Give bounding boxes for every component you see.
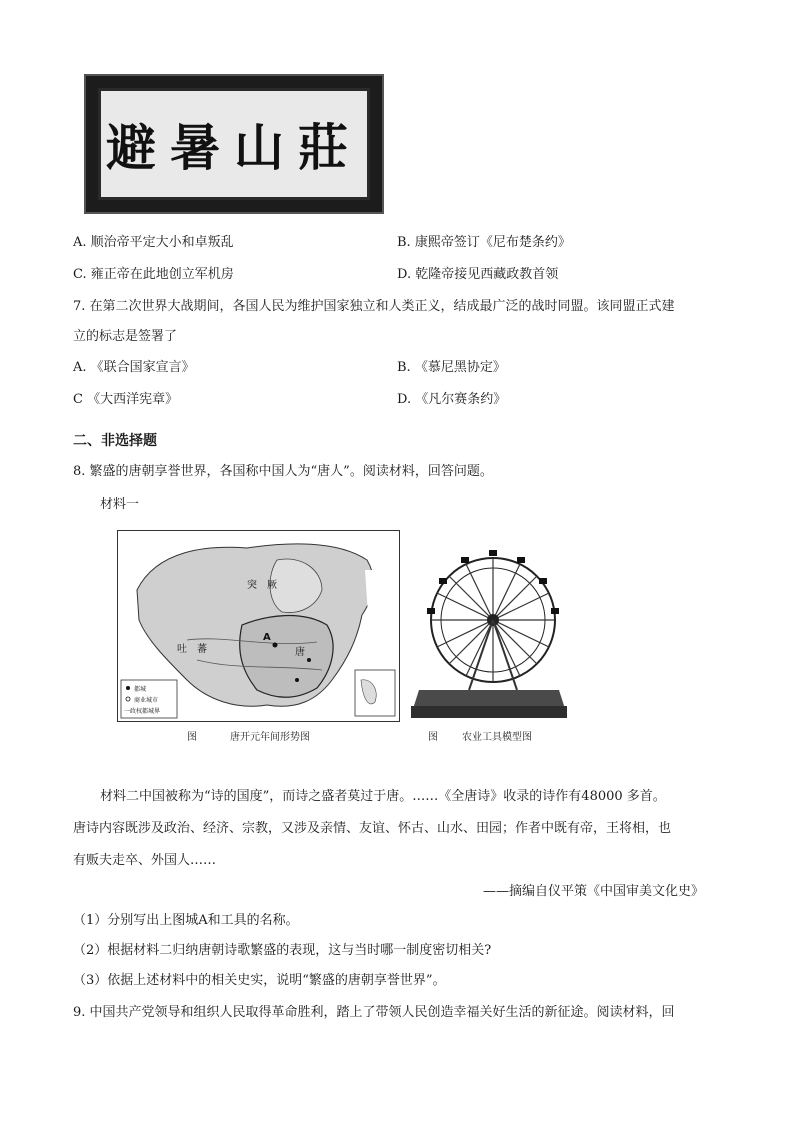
material2-line3: 有贩夫走卒、外国人…… — [73, 853, 217, 868]
q9-stem: 9. 中国共产党领导和组织人民取得革命胜利，踏上了带领人民创造幸福关好生活的新征途。阅读材料，回 — [73, 1005, 675, 1020]
q8-sub2: （2）根据材料二归纳唐朝诗歌繁盛的表现，这与当时哪一制度密切相关? — [73, 943, 492, 958]
section-title: 二、非选择题 — [73, 433, 157, 449]
map-label-tujue: 突 厥 — [247, 580, 277, 591]
q7-stem-line1: 7. 在第二次世界大战期间，各国人民为维护国家独立和人类正义，结成最广泛的战时同盟。该同盟正式建 — [73, 299, 675, 314]
material2-source: ——摘编自仪平策《中国审美文化史》 — [483, 884, 705, 899]
map-caption: 唐开元年间形势图 — [230, 732, 310, 743]
q7-option-b: B. 《慕尼黑协定》 — [397, 360, 506, 375]
q7-stem-line2: 立的标志是签署了 — [73, 329, 178, 344]
map-caption-prefix: 图 — [187, 732, 197, 743]
map-label-tubo: 吐 蕃 — [177, 644, 207, 655]
tool-caption: 农业工具模型图 — [462, 732, 532, 743]
legend-item-1: 商业城市 — [134, 697, 159, 704]
tool-caption-prefix: 图 — [428, 732, 438, 743]
q6-option-a: A. 顺治帝平定大小和卓叛乱 — [73, 235, 234, 250]
q6-option-b: B. 康熙帝签订《尼布楚条约》 — [397, 235, 571, 250]
q6-option-c: C. 雍正帝在此地创立军机房 — [73, 267, 234, 282]
map-label-a: A — [263, 632, 271, 643]
q8-sub1: （1）分别写出上图城A和工具的名称。 — [73, 913, 299, 928]
material1-label: 材料一 — [100, 497, 140, 512]
legend-capital-icon — [126, 686, 130, 690]
waterwheel-model-image — [409, 530, 571, 722]
capital-marker — [273, 643, 278, 648]
map-label-tang: 唐 — [295, 647, 305, 658]
city-marker — [295, 678, 299, 682]
q7-option-d: D. 《凡尔赛条约》 — [397, 392, 507, 407]
legend-item-0: 都城 — [134, 686, 147, 693]
q7-option-c: C 《大西洋宪章》 — [73, 392, 179, 407]
q6-option-d: D. 乾隆帝接见西藏政教首领 — [397, 267, 559, 282]
q8-stem: 8. 繁盛的唐朝享誉世界，各国称中国人为“唐人”。阅读材料，回答问题。 — [73, 464, 493, 479]
q8-sub3: （3）依据上述材料中的相关史实，说明“繁盛的唐朝享誉世界”。 — [73, 973, 446, 988]
plaque-image — [84, 74, 384, 214]
city-marker — [307, 658, 311, 662]
material2-line2: 唐诗内容既涉及政治、经济、宗教，又涉及亲情、友谊、怀古、山水、田园；作者中既有帝，王将相，也 — [73, 821, 672, 836]
tang-map — [117, 530, 400, 722]
legend-item-2: 一政权都城界 — [124, 708, 161, 715]
q7-option-a: A. 《联合国家宣言》 — [73, 360, 195, 375]
plaque-text: 避暑山莊 — [106, 118, 362, 177]
material2-line1: 材料二中国被称为“诗的国度”，而诗之盛者莫过于唐。……《全唐诗》收录的诗作有48000 多首。 — [100, 789, 666, 804]
